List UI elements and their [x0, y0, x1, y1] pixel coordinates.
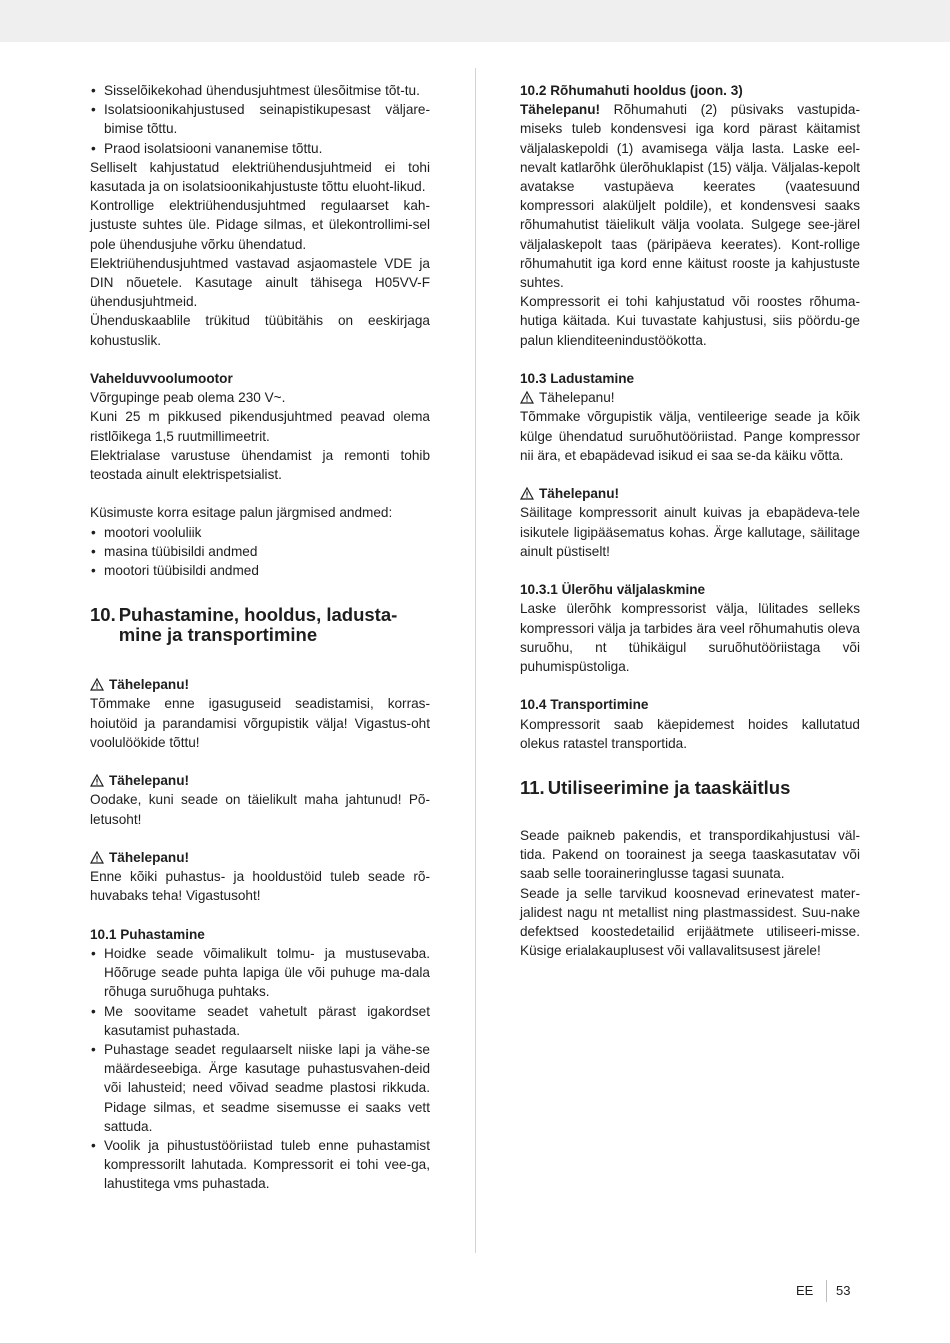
list-item: • Puhastage seadet regulaarselt niiske lapi ja vähe-se määrdeseebiga. Ärge kasutage puhastusvahen-deid või lahusteid; need võivad seadme plastosi rikkuda. Pidage silmas, et seadme sisemusse ei saaks vett sattuda. — [90, 1040, 430, 1136]
warning-triangle-icon — [90, 774, 104, 787]
warning-text: Enne kõiki puhastus- ja hooldustöid tuleb seade rõ-huvabaks teha! Vigastusoht! — [90, 869, 430, 904]
paragraph: Elektrialase varustuse ühendamist ja remonti tohib teostada ainult elektrispetsialist. — [90, 447, 430, 483]
ac-motor-heading: Vahelduvvoolumootor — [90, 371, 233, 387]
section-10-3-heading: 10.3 Ladustamine — [520, 371, 635, 387]
paragraph: Ühenduskaablile trükitud tüübitähis on eeskirjaga kohustuslik. — [90, 313, 430, 348]
questions-bullet-list — [90, 523, 430, 581]
section-10-1-heading: 10.1 Puhastamine — [90, 926, 205, 942]
list-item: • Praod isolatsiooni vananemise tõttu. — [90, 139, 430, 158]
warning-label: Tähelepanu! — [90, 675, 430, 694]
section-10-4-heading: 10.4 Transportimine — [520, 697, 649, 713]
section-10-heading — [90, 605, 430, 645]
warning-label: Tähelepanu! — [90, 771, 430, 790]
warning-triangle-icon — [520, 487, 534, 500]
left-column — [90, 81, 430, 1194]
section-number: 11. — [520, 777, 545, 799]
paragraph: Võrgupinge peab olema 230 V~. — [90, 390, 286, 406]
warning-label: Tähelepanu! — [520, 388, 860, 407]
paragraph: Selliselt kahjustatud elektriühendusjuhtmeid ei tohi kasutada ja on isolatsioonikahjustuste tõttu eluoht-likud. — [90, 159, 430, 195]
list-item: • mootori vooluliik — [90, 523, 430, 542]
warning-text: Tõmmake enne igasuguseid seadistamisi, korras-hoiutöid ja parandamisi võrgupistik välja! Vigastus-oht voolulöökide tõttu! — [90, 696, 430, 750]
inline-warning-label: Tähelepanu! — [520, 102, 601, 118]
list-item: • masina tüübisildi andmed — [90, 542, 430, 561]
section-title: Utiliseerimine ja taaskäitlus — [547, 777, 791, 799]
paragraph: Seade ja selle tarvikud koosnevad erinevatest mater-jalidest nagu nt metallist ning plastmassidest. Suu-nake defektsed koostedetailid erijäätmete utiliseeri-misse. Küsige erialakauplusest või vallavalitsusest järele! — [520, 885, 860, 959]
paragraph: Kontrollige elektriühendusjuhtmed regulaarset kah-justuste suhtes üle. Pidage silmas, et ülekontrollimi-sel pole ühendusjuhe võrku ühendatud. — [90, 198, 430, 252]
footer-language: EE — [796, 1283, 814, 1298]
paragraph: Elektriühendusjuhtmed vastavad asjaomastele VDE ja DIN nõuetele. Kasutage ainult tähisega H05VV-F ühendusjuhtmeid. — [90, 255, 430, 310]
column-divider — [475, 68, 476, 1253]
intro-bullet-list — [90, 81, 430, 158]
section-number: 10. — [90, 604, 116, 626]
page-number: 53 — [836, 1283, 851, 1298]
top-band — [0, 0, 950, 42]
warning-triangle-icon — [90, 678, 104, 691]
paragraph: Tähelepanu! Rõhumahuti (2) püsivaks vastupida-miseks tuleb kondensvesi iga kord pärast käitamist väljalaskepoldi (1) avamisega välja lasta. Laske eel-nevalt katlarõhk ülerõhuklapist (15) välja. Väljalas-kepolt avatakse vastupäeva keerates (vaatesuund kompressori alaküljelt poldile), et kondensvesi saaks rõhumahutist täielikult välja voolata. Sulgege see-järel väljalaskepolt taas (päripäeva keerates). Kont-rollige rõhumahutit iga kord enne käitust rooste ja kahjustuste suhtes. — [520, 102, 860, 291]
warning-text: Tõmmake võrgupistik välja, ventileerige seade ja kõik külge ühendatud suruõhutööriistad. Pange kompressor nii ära, et ebapädevad isikud ei saa se-da käiku võtta. — [520, 409, 860, 463]
section-10-3-1-heading: 10.3.1 Ülerõhu väljalaskmine — [520, 582, 706, 598]
section-title: Puhastamine, hooldus, ladusta-mine ja transportimine — [118, 604, 398, 646]
warning-label: Tähelepanu! — [90, 848, 430, 867]
right-column — [520, 81, 860, 960]
list-item: • Voolik ja pihustustööriistad tuleb enne puhastamist kompressorilt lahutada. Kompressorit ei tohi vee-ga, lahustitega vms puhastada. — [90, 1136, 430, 1194]
warning-text: Säilitage kompressorit ainult kuivas ja ebapädeva-tele isikutele ligipääsematus kohas. Ärge kallutage, säilitage ainult püstiselt! — [520, 505, 860, 559]
list-item: • Me soovitame seadet vahetult pärast igakordset kasutamist puhastada. — [90, 1002, 430, 1040]
footer-separator — [826, 1280, 827, 1302]
paragraph: Laske ülerõhk kompressorist välja, lülitades selleks kompressori välja ja tarbides ära veel rõhumahutis oleva suruõhu, nt tühikäigul suruõhutööriistaga või puhumispüstoliga. — [520, 601, 860, 675]
warning-triangle-icon — [90, 851, 104, 864]
paragraph: Kompressorit saab käepidemest hoides kallutatud olekus ratastel transportida. — [520, 716, 860, 751]
paragraph: Kompressorit ei tohi kahjustatud või roostes rõhuma-hutiga käitada. Kui tuvastate kahjustusi, siis pöördu-ge palun klienditeenindustöökotta. — [520, 294, 860, 348]
paragraph: Seade paikneb pakendis, et transpordikahjustusi väl-tida. Pakend on toorainest ja seega taaskasutatav või saab selle tooraineringlusse tagasi suunata. — [520, 828, 860, 882]
list-item: • Hoidke seade võimalikult tolmu- ja mustusevaba. Hõõruge seade puhta lapiga üle või puhuge ma-dala rõhuga suruõhuga puhtaks. — [90, 944, 430, 1002]
list-item: • mootori tüübisildi andmed — [90, 561, 430, 580]
list-item: • Isolatsioonikahjustused seinapistikupesast väljare-bimise tõttu. — [90, 100, 430, 138]
paragraph: Kuni 25 m pikkused pikendusjuhtmed peavad olema ristlõikega 1,5 ruutmillimeetrit. — [90, 409, 430, 444]
list-item: • Sisselõikekohad ühendusjuhtmest ülesõitmise tõt-tu. — [90, 81, 430, 100]
warning-triangle-icon — [520, 391, 534, 404]
section-11-heading — [520, 778, 860, 798]
warning-text: Oodake, kuni seade on täielikult maha jahtunud! Põ-letusoht! — [90, 792, 430, 827]
questions-intro: Küsimuste korra esitage palun järgmised andmed: — [90, 505, 393, 521]
warning-label: Tähelepanu! — [520, 484, 860, 503]
section-10-2-heading: 10.2 Rõhumahuti hooldus (joon. 3) — [520, 83, 743, 98]
cleaning-bullet-list — [90, 944, 430, 1194]
